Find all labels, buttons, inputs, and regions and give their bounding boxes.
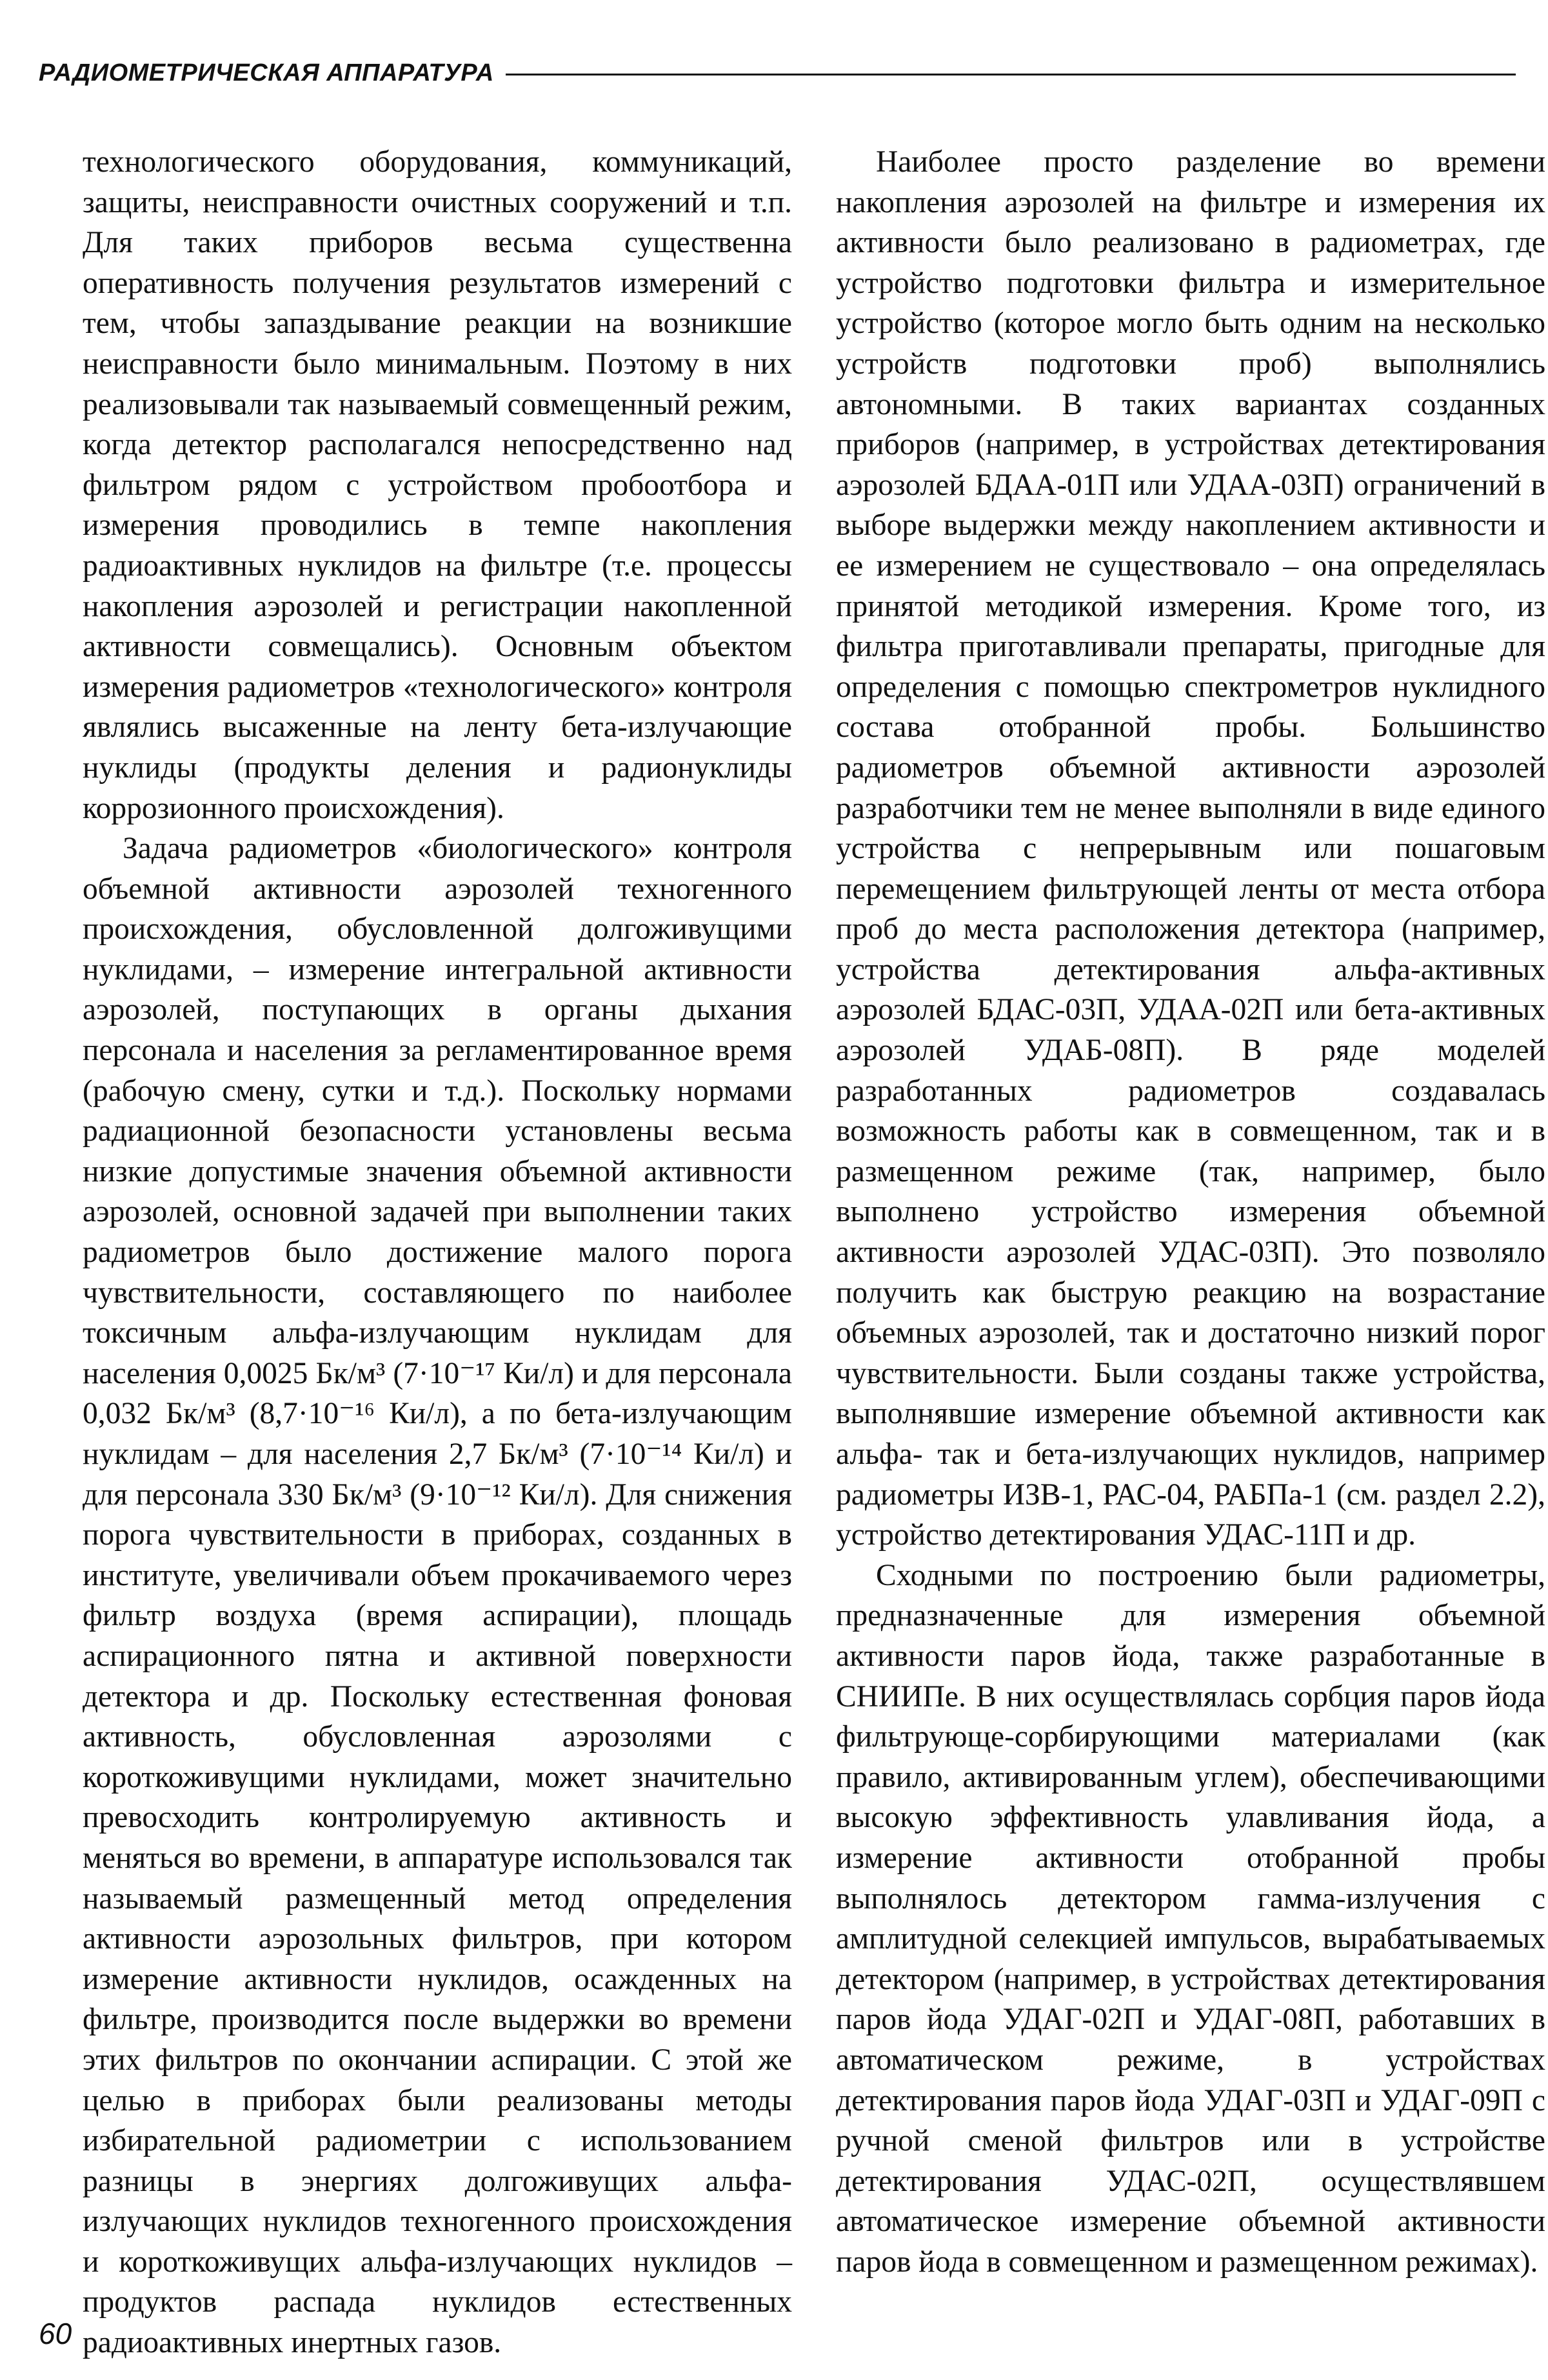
paragraph: Сходными по построению были радиометры, предназначенные для измерения объемной активности паров йода, также разработанные в СНИИПе. В них осуществлялась сорбция паров йода фильтрующе-сорбирующими материалами (как правило, активированным углем), обеспечивающими высокую эффективность улавливания йода, а измерение активности отобранной пробы выполнялось детектором гамма-излучения с амплитудной селекцией импульсов, вырабатываемых детектором (например, в устройствах детектирования паров йода УДАГ-02П и УДАГ-08П, работавших в автоматическом режиме, в устройствах детектирования паров йода УДАГ-03П и УДАГ-09П с ручной сменой фильтров или в устройстве детектирования УДАС-02П, осуществлявшем автоматическое измерение объемной активности паров йода в совмещенном и размещенном режимах). xyxy=(836,1558,1545,2279)
paragraph: Наиболее просто разделение во времени накопления аэрозолей на фильтре и измерения их активности было реализовано в радиометрах, где устройство подготовки фильтра и измерительное устройство (которое могло быть одним на несколько устройств подготовки проб) выполнялись автономными. В таких вариантах созданных приборов (например, в устройствах детектирования аэрозолей БДАА-01П или УДАА-03П) ограничений в выборе выдержки между накоплением активности и ее измерением не существовало – она определялась принятой методикой измерения. Кроме того, из фильтра приготавливали препараты, пригодные для определения с помощью спектрометров нуклидного состава отобранной пробы. Большинство радиометров объемной активности аэрозолей разработчики тем не менее выполняли в виде единого устройства с непрерывным или пошаговым перемещением фильтрующей ленты от места отбора проб до места расположения детектора (например, устройства детектирования альфа-активных аэрозолей БДАС-03П, УДАА-02П или бета-активных аэрозолей УДАБ-08П). В ряде моделей разработанных радиометров создавалась возможность работы как в совмещенном, так и в размещенном режиме (так, например, было выполнено устройство измерения объемной активности аэрозолей УДАС-03П). Это позволяло получить как быструю реакцию на возрастание объемных аэрозолей, так и достаточно низкий порог чувствительности. Были созданы также устройства, выполнявшие измерение объемной активности как альфа- так и бета-излучающих нуклидов, например радиометры ИЗВ-1, РАС-04, РАБПа-1 (см. раздел 2.2), устройство детектирования УДАС-11П и др. xyxy=(836,145,1545,1552)
page-number: 60 xyxy=(39,2317,72,2350)
text-column-right xyxy=(836,142,1545,2282)
running-header xyxy=(39,50,1516,95)
paragraph: технологического оборудования, коммуникаций, защиты, неисправности очистных сооружений и т.п. Для таких приборов весьма существенна оперативность получения результатов измерений с тем, чтобы запаздывание реакции на возникшие неисправности было минимальным. Поэтому в них реализовывали так называемый совмещенный режим, когда детектор располагался непосредственно над фильтром рядом с устройством пробоотбора и измерения проводились в темпе накопления радиоактивных нуклидов на фильтре (т.е. процессы накопления аэрозолей и регистрации накопленной активности совмещались). Основным объектом измерения радиометров «технологического» контроля являлись высаженные на ленту бета-излучающие нуклиды (продукты деления и радионуклиды коррозионного происхождения). xyxy=(83,145,792,825)
header-rule xyxy=(506,74,1516,75)
running-header-title: РАДИОМЕТРИЧЕСКАЯ АППАРАТУРА xyxy=(39,59,494,86)
paragraph: Задача радиометров «биологического» контроля объемной активности аэрозолей техногенного происхождения, обусловленной долгоживущими нуклидами, – измерение интегральной активности аэрозолей, поступающих в органы дыхания персонала и населения за регламентированное время (рабочую смену, сутки и т.д.). Поскольку нормами радиационной безопасности установлены весьма низкие допустимые значения объемной активности аэрозолей, основной задачей при выполнении таких радиометров было достижение малого порога чувствительности, составляющего по наиболее токсичным альфа-излучающим нуклидам для населения 0,0025 Бк/м³ (7·10⁻¹⁷ Ки/л) и для персонала 0,032 Бк/м³ (8,7·10⁻¹⁶ Ки/л), а по бета-излучающим нуклидам – для населения 2,7 Бк/м³ (7·10⁻¹⁴ Ки/л) и для персонала 330 Бк/м³ (9·10⁻¹² Ки/л). Для снижения порога чувствительности в приборах, созданных в институте, увеличивали объем прокачиваемого через фильтр воздуха (время аспирации), площадь аспирационного пятна и активной поверхности детектора и др. Поскольку естественная фоновая активность, обусловленная аэрозолями с короткоживущими нуклидами, может значительно превосходить контролируемую активность и меняться во времени, в аппаратуре использовался так называемый размещенный метод определения активности аэрозольных фильтров, при котором измерение активности нуклидов, осажденных на фильтре, производится после выдержки во времени этих фильтров по окончании аспирации. С этой же целью в приборах были реализованы методы избирательной радиометрии с использованием разницы в энергиях долгоживущих альфа-излучающих нуклидов техногенного происхождения и короткоживущих альфа-излучающих нуклидов – продуктов распада нуклидов естественных радиоактивных инертных газов. xyxy=(83,832,792,2360)
text-column-left xyxy=(83,142,792,2363)
